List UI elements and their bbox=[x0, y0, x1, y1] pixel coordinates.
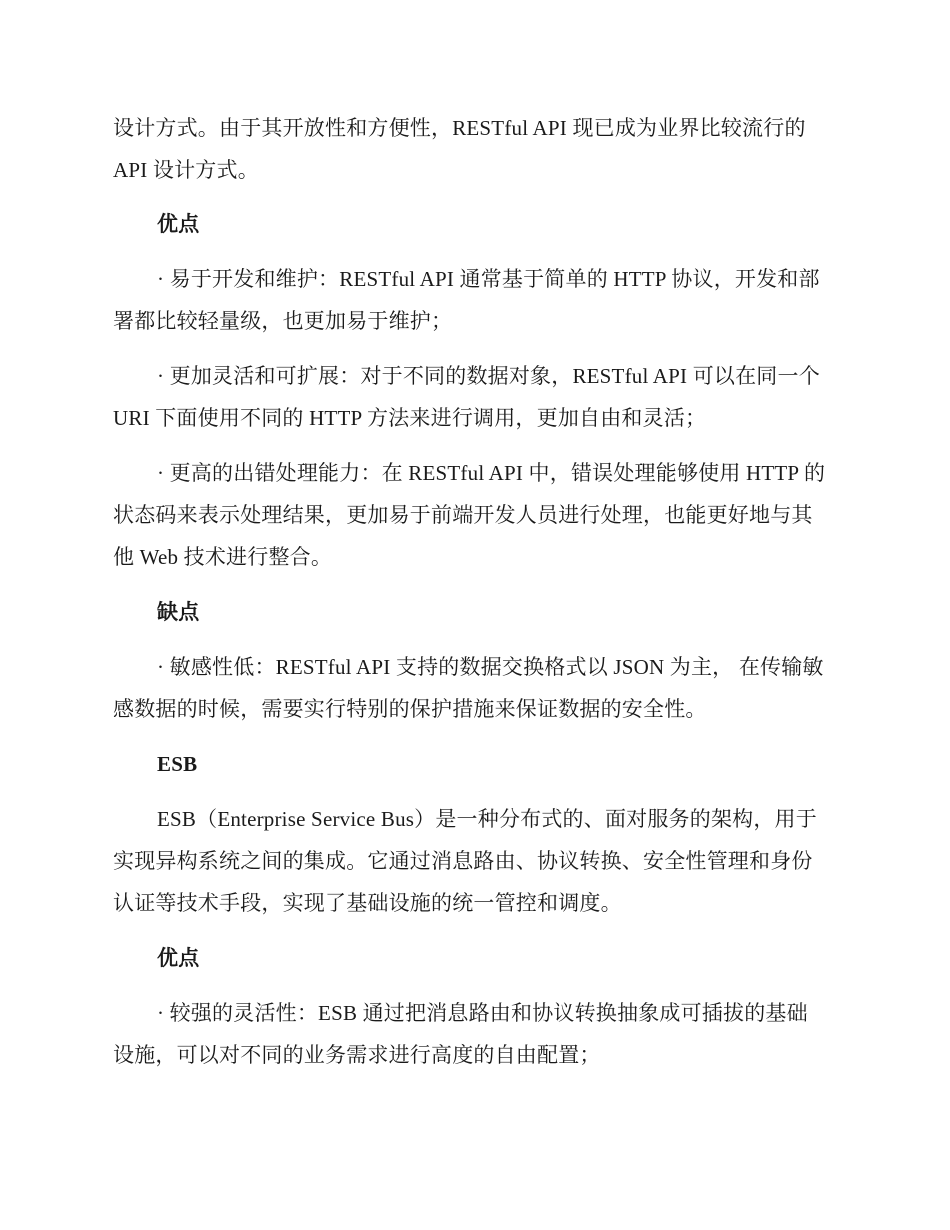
bullet-line: · 敏感性低：RESTful API 支持的数据交换格式以 JSON 为主， 在传输敏 bbox=[157, 655, 824, 679]
bullet-line: 状态码来表示处理结果，更加易于前端开发人员进行处理，也能更好地与其 bbox=[113, 503, 813, 527]
section-heading-cons: 缺点 bbox=[157, 600, 200, 624]
paragraph-line: ESB（Enterprise Service Bus）是一种分布式的、面对服务的架构，用于 bbox=[157, 807, 817, 831]
bullet-line: 署都比较轻量级，也更加易于维护； bbox=[113, 309, 453, 333]
bullet-line: · 更高的出错处理能力：在 RESTful API 中，错误处理能够使用 HTTP 的 bbox=[157, 461, 826, 485]
bullet-line: · 易于开发和维护：RESTful API 通常基于简单的 HTTP 协议，开发和部 bbox=[157, 267, 820, 291]
paragraph-line: 设计方式。由于其开放性和方便性，RESTful API 现已成为业界比较流行的 bbox=[113, 116, 806, 140]
section-heading-esb: ESB bbox=[157, 752, 198, 776]
bullet-line: 设施，可以对不同的业务需求进行高度的自由配置； bbox=[113, 1043, 601, 1067]
paragraph-line: API 设计方式。 bbox=[113, 158, 259, 182]
bullet-line: · 更加灵活和可扩展：对于不同的数据对象，RESTful API 可以在同一个 bbox=[157, 364, 820, 388]
bullet-line: URI 下面使用不同的 HTTP 方法来进行调用，更加自由和灵活； bbox=[113, 406, 707, 430]
section-heading-pros: 优点 bbox=[157, 212, 200, 236]
bullet-line: 感数据的时候，需要实行特别的保护措施来保证数据的安全性。 bbox=[113, 697, 707, 721]
paragraph-line: 实现异构系统之间的集成。它通过消息路由、协议转换、安全性管理和身份 bbox=[113, 849, 813, 873]
section-heading-pros: 优点 bbox=[157, 946, 200, 970]
paragraph-line: 认证等技术手段，实现了基础设施的统一管控和调度。 bbox=[113, 891, 622, 915]
bullet-line: 他 Web 技术进行整合。 bbox=[113, 545, 333, 569]
bullet-line: · 较强的灵活性：ESB 通过把消息路由和协议转换抽象成可插拔的基础 bbox=[157, 1001, 808, 1025]
